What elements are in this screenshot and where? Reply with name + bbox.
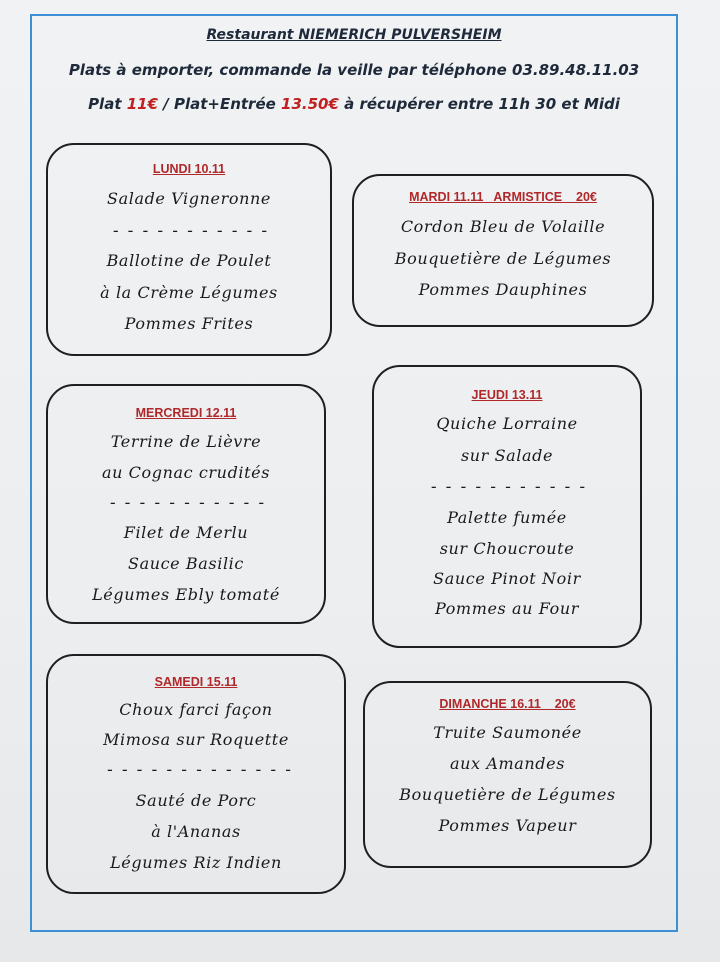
starter-line: Terrine de Lièvre — [110, 432, 262, 451]
day-label-mercredi: MERCREDI 12.11 — [135, 406, 237, 420]
plat-label: Plat — [88, 95, 127, 113]
main-line: Bouquetière de Légumes — [399, 785, 616, 804]
day-label-mardi: MARDI 11.11 ARMISTICE 20€ — [409, 190, 597, 204]
main-line: Pommes Vapeur — [438, 816, 577, 835]
main-line: Pommes Frites — [124, 314, 254, 333]
menu-box-jeudi — [372, 365, 642, 648]
main-line: sur Choucroute — [439, 539, 575, 558]
combo-price: 13.50€ — [281, 95, 339, 113]
pickup-time: à récupérer entre 11h 30 et Midi — [338, 95, 620, 113]
main-line: Palette fumée — [447, 508, 567, 527]
starter-line: sur Salade — [460, 446, 554, 465]
order-info: Plats à emporter, commande la veille par téléphone 03.89.48.11.03 — [68, 61, 640, 79]
starter-line: Quiche Lorraine — [436, 414, 578, 433]
main-line: Cordon Bleu de Volaille — [400, 217, 606, 236]
day-label-lundi: LUNDI 10.11 — [152, 162, 226, 176]
main-line: Truite Saumonée — [433, 723, 582, 742]
main-line: aux Amandes — [449, 754, 566, 773]
starter-line: Choux farci façon — [119, 700, 273, 719]
course-separator: - - - - - - - - - - - — [430, 477, 588, 496]
menu-box-samedi — [46, 654, 346, 894]
day-label-samedi: SAMEDI 15.11 — [154, 675, 238, 689]
menu-box-dimanche — [363, 681, 652, 868]
main-line: à l'Ananas — [151, 822, 241, 841]
day-label-dimanche: DIMANCHE 16.11 20€ — [439, 697, 576, 711]
starter-line: au Cognac crudités — [101, 463, 271, 482]
price-info — [30, 95, 678, 113]
starter-line: Salade Vigneronne — [107, 189, 271, 208]
course-separator: - - - - - - - - - - - — [112, 221, 270, 240]
menu-box-lundi — [46, 143, 332, 356]
combo-label: / Plat+Entrée — [158, 95, 282, 113]
main-line: Filet de Merlu — [123, 523, 249, 542]
day-label-jeudi: JEUDI 13.11 — [471, 388, 543, 402]
main-line: Sauce Basilic — [128, 554, 244, 573]
main-line: Légumes Ebly tomaté — [92, 585, 280, 604]
main-line: Ballotine de Poulet — [106, 251, 272, 270]
main-line: Bouquetière de Légumes — [394, 249, 612, 268]
main-line: Sauce Pinot Noir — [433, 569, 581, 588]
course-separator: - - - - - - - - - - - — [109, 493, 267, 512]
main-line: Sauté de Porc — [135, 791, 257, 810]
main-line: Légumes Riz Indien — [110, 853, 282, 872]
menu-box-mercredi — [46, 384, 326, 624]
main-line: à la Crème Légumes — [100, 283, 278, 302]
starter-line: Mimosa sur Roquette — [103, 730, 289, 749]
main-line: Pommes au Four — [434, 599, 579, 618]
plat-price: 11€ — [126, 95, 159, 113]
main-line: Pommes Dauphines — [418, 280, 588, 299]
restaurant-title: Restaurant NIEMERICH PULVERSHEIM — [206, 27, 502, 43]
course-separator: - - - - - - - - - - - - - — [106, 760, 294, 779]
menu-box-mardi — [352, 174, 654, 327]
